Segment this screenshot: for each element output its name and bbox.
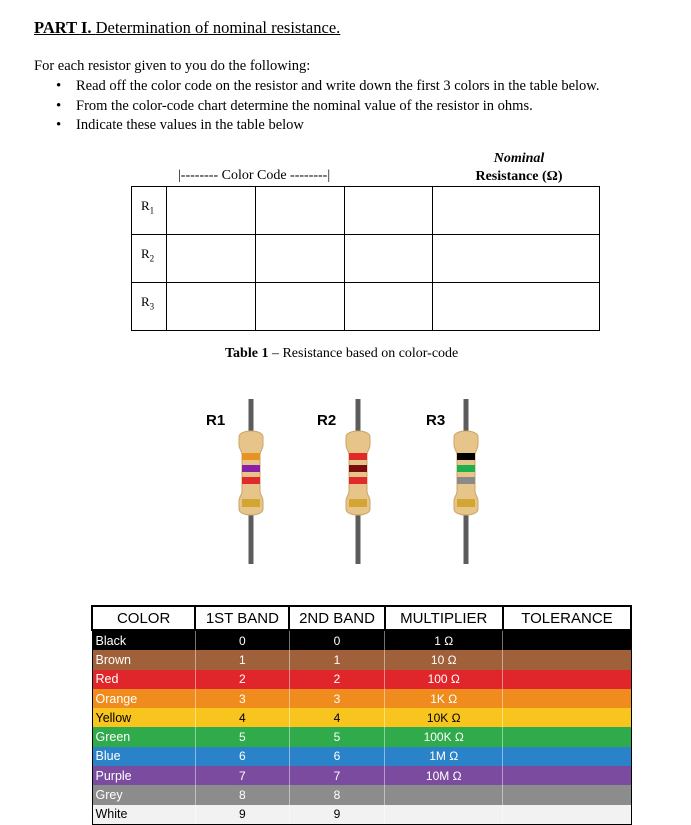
resistor-r2-graphic [338,399,378,564]
resistance-table [131,186,600,331]
resistor-band-2 [457,465,475,472]
color-code-chart [91,605,632,825]
tolerance-value [503,650,631,669]
second-band-value: 8 [289,785,384,804]
resistor-label-r1: R1 [206,412,226,429]
resistor-band-4 [242,499,260,507]
caption-text: – Resistance based on color-code [268,346,459,361]
chart-row-yellow [92,708,631,727]
header-2nd-band: 2ND BAND [289,606,384,630]
row-label: $R_3$ [132,283,167,331]
second-band-value: 0 [289,630,384,650]
color-band-3-cell[interactable] [345,283,433,331]
second-band-value: 6 [289,747,384,766]
color-band-1-cell[interactable] [167,187,256,235]
nominal-resistance-cell[interactable] [433,235,600,283]
chart-header-row [92,606,631,630]
instruction-list [56,77,599,136]
color-name: Yellow [92,708,195,727]
color-band-1-cell[interactable] [167,235,256,283]
resistor-band-1 [457,453,475,460]
resistor-band-3 [242,477,260,484]
instruction-item: • Indicate these values in the table below [56,116,599,136]
nominal-resistance-header [438,150,600,186]
nominal-resistance-cell[interactable] [433,187,600,235]
resistor-band-4 [349,499,367,507]
first-band-value: 0 [195,630,289,650]
color-name: Grey [92,785,195,804]
caption-label: Table 1 [225,346,269,361]
second-band-value: 4 [289,708,384,727]
color-name: Green [92,727,195,746]
color-band-2-cell[interactable] [256,235,345,283]
second-band-value: 5 [289,727,384,746]
resistor-band-4 [457,499,475,507]
instruction-item: • From the color-code chart determine the nominal value of the resistor in ohms. [56,97,599,117]
first-band-value: 9 [195,805,289,825]
tolerance-value [503,630,631,650]
color-name: Brown [92,650,195,669]
intro-text: For each resistor given to you do the following: [34,58,311,74]
header-tolerance: TOLERANCE [503,606,631,630]
resistor-band-3 [457,477,475,484]
color-band-2-cell[interactable] [256,187,345,235]
tolerance-value [503,708,631,727]
second-band-value: 1 [289,650,384,669]
tolerance-value [503,805,631,825]
first-band-value: 1 [195,650,289,669]
color-code-header: |-------- Color Code --------| [178,168,331,183]
row-label: $R_2$ [132,235,167,283]
chart-row-black [92,630,631,650]
color-code-table [91,605,632,825]
table-caption [225,346,458,362]
first-band-value: 8 [195,785,289,804]
section-heading [34,18,340,38]
color-band-3-cell[interactable] [345,235,433,283]
chart-row-green [92,727,631,746]
instruction-item: • Read off the color code on the resistor and write down the first 3 colors in the table below. [56,77,599,97]
color-band-2-cell[interactable] [256,283,345,331]
second-band-value: 2 [289,670,384,689]
tolerance-value [503,766,631,785]
tolerance-value [503,785,631,804]
nominal-header-line2: Resistance (Ω) [475,169,563,184]
resistor-band-3 [349,477,367,484]
color-name: Orange [92,689,195,708]
chart-row-grey [92,785,631,804]
tolerance-value [503,747,631,766]
part-label: PART I. [34,18,92,37]
multiplier-value: 100K Ω [385,727,503,746]
first-band-value: 7 [195,766,289,785]
second-band-value: 7 [289,766,384,785]
row-label: $R_1$ [132,187,167,235]
resistor-r3-graphic [446,399,486,564]
multiplier-value: 1 Ω [385,630,503,650]
chart-row-white [92,805,631,825]
first-band-value: 6 [195,747,289,766]
tolerance-value [503,689,631,708]
chart-row-orange [92,689,631,708]
multiplier-value: 10M Ω [385,766,503,785]
header-1st-band: 1ST BAND [195,606,289,630]
color-band-1-cell[interactable] [167,283,256,331]
multiplier-value: 10K Ω [385,708,503,727]
nominal-header-line1: Nominal [493,151,545,166]
color-name: Blue [92,747,195,766]
color-name: White [92,805,195,825]
chart-body [92,630,631,824]
table-row [132,235,600,283]
chart-row-blue [92,747,631,766]
resistor-label-r3: R3 [426,412,446,429]
tolerance-value [503,727,631,746]
color-name: Red [92,670,195,689]
header-multiplier: MULTIPLIER [385,606,503,630]
first-band-value: 4 [195,708,289,727]
resistor-band-2 [349,465,367,472]
section-title: Determination of nominal resistance. [95,18,341,37]
resistor-band-1 [349,453,367,460]
color-name: Purple [92,766,195,785]
second-band-value: 9 [289,805,384,825]
multiplier-value: 1K Ω [385,689,503,708]
color-name: Black [92,630,195,650]
chart-row-red [92,670,631,689]
resistor-band-1 [242,453,260,460]
multiplier-value: 100 Ω [385,670,503,689]
header-color: COLOR [92,606,195,630]
nominal-resistance-cell[interactable] [433,283,600,331]
tolerance-value [503,670,631,689]
resistor-label-r2: R2 [317,412,337,429]
chart-row-purple [92,766,631,785]
first-band-value: 3 [195,689,289,708]
multiplier-value [385,785,503,804]
table-row [132,283,600,331]
table-row [132,187,600,235]
resistor-band-2 [242,465,260,472]
resistor-r1-graphic [231,399,271,564]
color-band-3-cell[interactable] [345,187,433,235]
chart-row-brown [92,650,631,669]
multiplier-value: 1M Ω [385,747,503,766]
first-band-value: 5 [195,727,289,746]
multiplier-value: 10 Ω [385,650,503,669]
first-band-value: 2 [195,670,289,689]
second-band-value: 3 [289,689,384,708]
multiplier-value [385,805,503,825]
